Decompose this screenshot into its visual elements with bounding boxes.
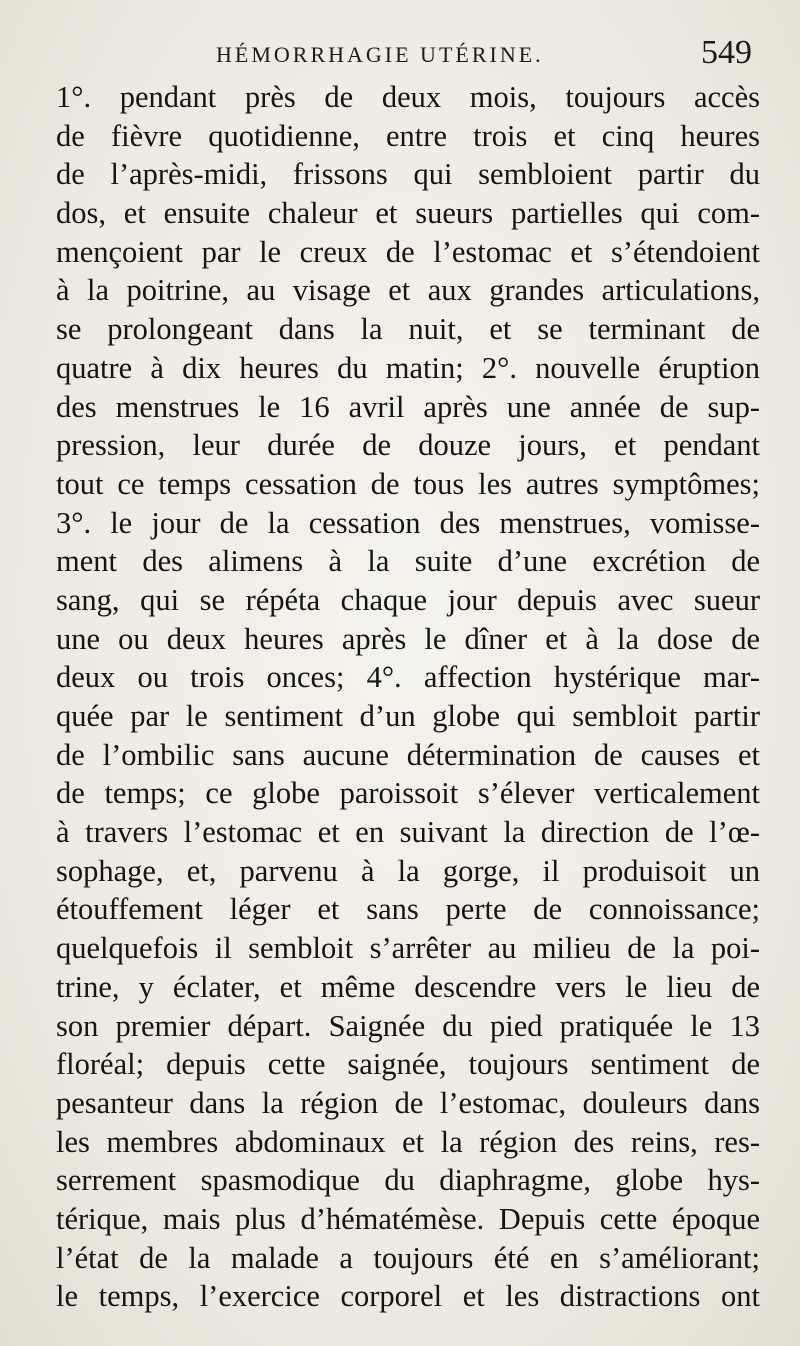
text-line: de fièvre quotidienne, entre trois et cinq heures <box>56 118 760 153</box>
text-line: dos, et ensuite chaleur et sueurs partielles qui com- <box>56 196 760 231</box>
text-line: trine, y éclater, et même descendre vers le lieu de <box>56 969 760 1004</box>
text-line: quatre à dix heures du matin; 2°. nouvelle éruption <box>56 350 760 385</box>
text-line: térique, mais plus d’hématémèse. Depuis cette époque <box>56 1201 760 1236</box>
text-line: ment des alimens à la suite d’une excrétion de <box>56 544 760 579</box>
running-head <box>56 34 760 74</box>
text-line: mençoient par le creux de l’estomac et s’étendoient <box>56 234 760 269</box>
page-number: 549 <box>701 34 752 71</box>
text-line: le temps, l’exercice corporel et les distractions ont <box>56 1279 760 1314</box>
text-line: les membres abdominaux et la région des reins, res- <box>56 1124 760 1159</box>
text-line: tout ce temps cessation de tous les autres symptômes; <box>56 466 760 501</box>
text-line: une ou deux heures après le dîner et à la dose de <box>56 621 760 656</box>
text-line: étouffement léger et sans perte de connoissance; <box>56 892 760 927</box>
text-line: pesanteur dans la région de l’estomac, douleurs dans <box>56 1085 760 1120</box>
text-line: quelquefois il sembloit s’arrêter au milieu de la poi- <box>56 931 760 966</box>
text-line: son premier départ. Saignée du pied pratiquée le 13 <box>56 1008 760 1043</box>
text-line: quée par le sentiment d’un globe qui sembloit partir <box>56 699 760 733</box>
text-line: de l’après-midi, frissons qui sembloient partir du <box>56 157 760 192</box>
body-text <box>56 78 760 1316</box>
text-line: se prolongeant dans la nuit, et se terminant de <box>56 312 760 347</box>
text-line: deux ou trois onces; 4°. affection hystérique mar- <box>56 660 760 695</box>
text-line: sophage, et, parvenu à la gorge, il produisoit un <box>56 853 760 888</box>
text-line: l’état de la malade a toujours été en s’améliorant; <box>56 1240 760 1275</box>
text-line: à la poitrine, au visage et aux grandes articulations, <box>56 273 760 308</box>
text-line: des menstrues le 16 avril après une année de sup- <box>56 389 760 424</box>
text-line: à travers l’estomac et en suivant la direction de l’œ- <box>56 815 760 850</box>
text-line: sang, qui se répéta chaque jour depuis avec sueur <box>56 582 760 617</box>
text-line: de temps; ce globe paroissoit s’élever verticalement <box>56 776 760 811</box>
text-line: pression, leur durée de douze jours, et pendant <box>56 428 760 463</box>
text-line: 3°. le jour de la cessation des menstrues, vomisse- <box>56 505 760 540</box>
text-line: serrement spasmodique du diaphragme, globe hys- <box>56 1163 760 1198</box>
text-line: floréal; depuis cette saignée, toujours sentiment de <box>56 1047 760 1082</box>
running-title: HÉMORRHAGIE UTÉRINE. <box>216 42 544 67</box>
text-line: 1°. pendant près de deux mois, toujours accès <box>56 80 760 114</box>
text-line: de l’ombilic sans aucune détermination de causes et <box>56 737 760 772</box>
